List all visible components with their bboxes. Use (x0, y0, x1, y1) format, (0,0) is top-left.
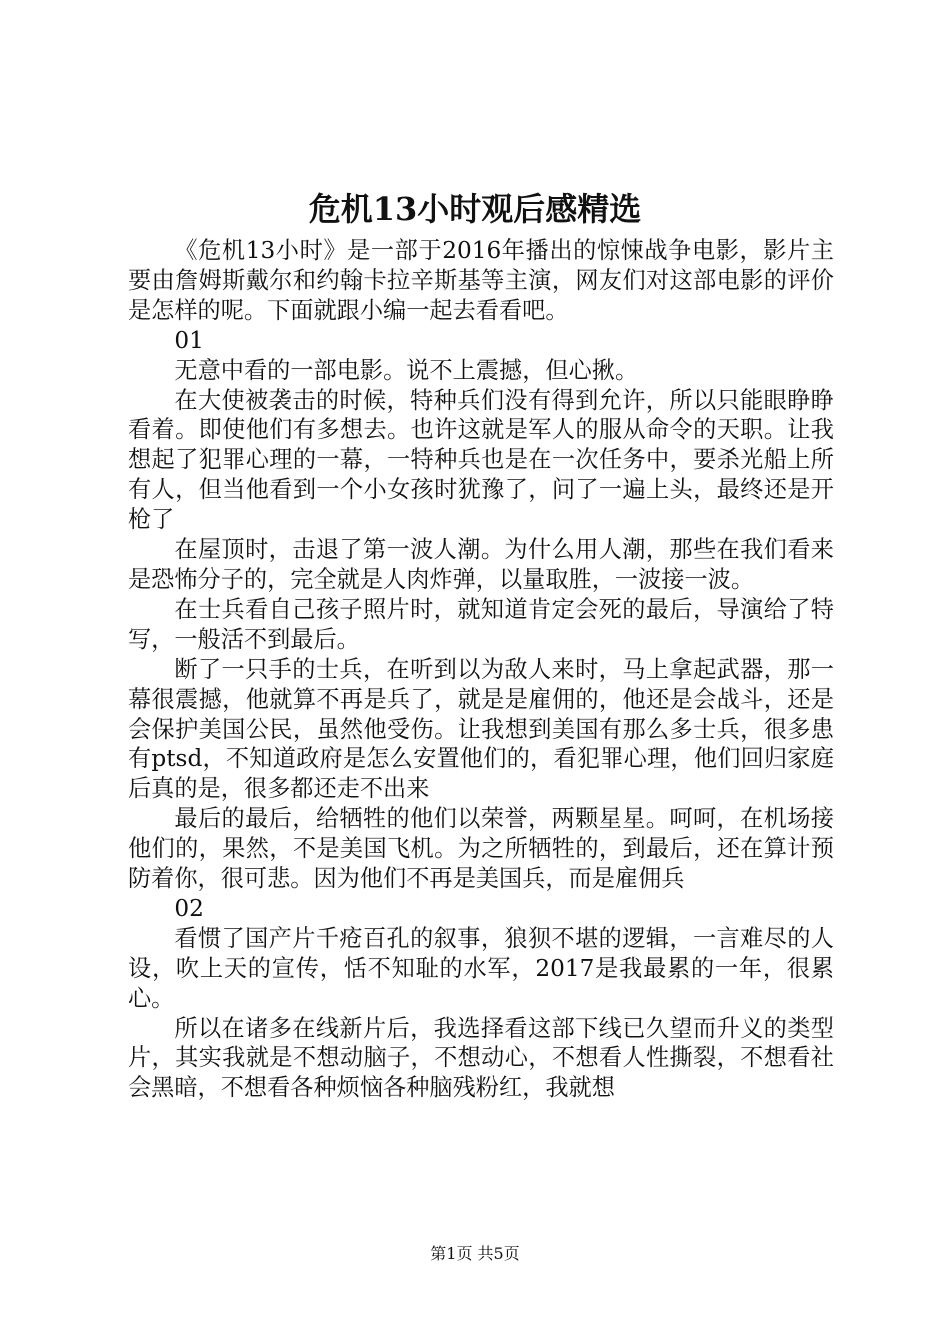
paragraph-intro: 《危机13小时》是一部于2016年播出的惊悚战争电影，影片主要由詹姆斯戴尔和约翰卡拉辛斯基等主演，网友们对这部电影的评价是怎样的呢。下面就跟小编一起去看看吧。 (128, 237, 834, 324)
paragraph: 断了一只手的士兵，在听到以为敌人来时，马上拿起武器，那一幕很震撼，他就算不再是兵了，就是是雇佣的，他还是会战斗，还是会保护美国公民，虽然他受伤。让我想到美国有那么多士兵，很多患有ptsd，不知道政府是怎么安置他们的，看犯罪心理，他们回归家庭后真的是，很多都还走不出来 (128, 655, 834, 803)
paragraph: 看惯了国产片千疮百孔的叙事，狼狈不堪的逻辑，一言难尽的人设，吹上天的宣传，恬不知耻的水军，2017是我最累的一年，很累心。 (128, 924, 834, 1012)
paragraph: 在大使被袭击的时候，特种兵们没有得到允许，所以只能眼睁睁看着。即使他们有多想去。也许这就是军人的服从命令的天职。让我想起了犯罪心理的一幕，一特种兵也是在一次任务中，要杀光船上所有人，但当他看到一个小女孩时犹豫了，问了一遍上头，最终还是开枪了 (128, 386, 834, 534)
paragraph: 在屋顶时，击退了第一波人潮。为什么用人潮，那些在我们看来是恐怖分子的，完全就是人肉炸弹，以量取胜，一波接一波。 (128, 536, 834, 593)
section-heading-02: 02 (174, 894, 204, 922)
paragraph: 最后的最后，给牺牲的他们以荣誉，两颗星星。呵呵，在机场接他们的，果然，不是美国飞机。为之所牺牲的，到最后，还在算计预防着你，很可悲。因为他们不再是美国兵，而是雇佣兵 (128, 805, 834, 893)
page-number-footer: 第1页 共5页 (430, 1244, 520, 1263)
page-title: 危机13小时观后感精选 (308, 190, 642, 228)
paragraph: 在士兵看自己孩子照片时，就知道肯定会死的最后，导演给了特写，一般活不到最后。 (128, 595, 834, 653)
section-heading-01: 01 (174, 326, 204, 354)
paragraph: 所以在诸多在线新片后，我选择看这部下线已久望而升义的类型片，其实我就是不想动脑子，不想动心，不想看人性撕裂，不想看社会黑暗，不想看各种烦恼各种脑残粉红，我就想 (128, 1014, 834, 1102)
document-body (128, 236, 834, 1103)
paragraph: 无意中看的一部电影。说不上震撼，但心揪。 (174, 356, 639, 384)
